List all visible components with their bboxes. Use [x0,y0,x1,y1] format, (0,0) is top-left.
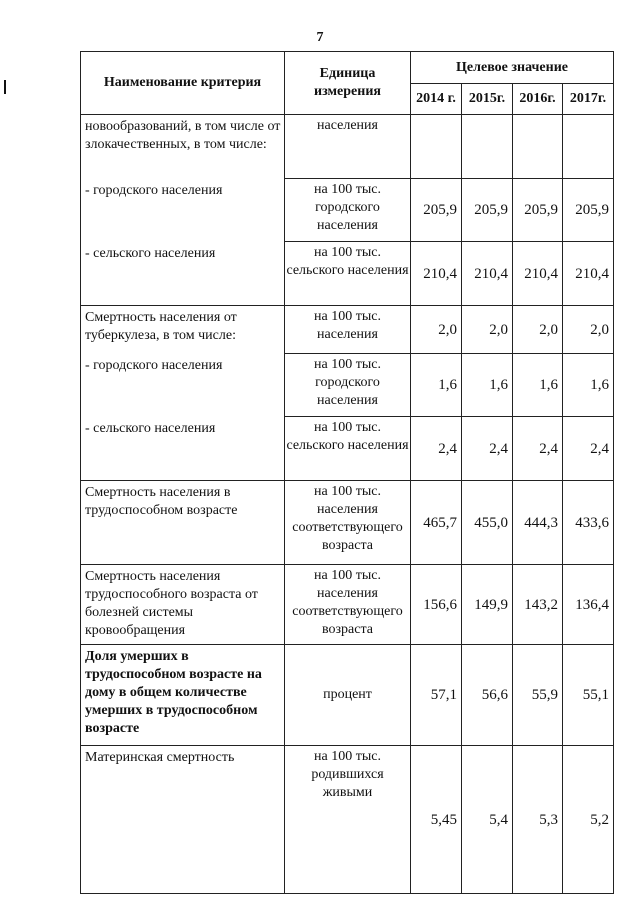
value-2016: 210,4 [513,242,563,306]
value-2014: 210,4 [411,242,462,306]
table-row [81,746,614,894]
criterion-name: - городского населения [81,354,285,417]
value-2016: 205,9 [513,179,563,242]
value-2015: 149,9 [462,565,513,645]
value-2014: 2,0 [411,306,462,354]
criterion-unit: на 100 тыс. населения соответствующего возраста [285,481,411,565]
value-2017: 2,4 [563,417,614,481]
criterion-name: - сельского населения [81,242,285,306]
criterion-name: - сельского населения [81,417,285,481]
criterion-unit: процент [285,645,411,746]
value-2014 [411,115,462,179]
criterion-unit: на 100 тыс. городского населения [285,179,411,242]
criterion-name: Доля умерших в трудоспособном возрасте на дому в общем количестве умерших в трудоспособном возрасте [81,645,285,746]
value-2017: 433,6 [563,481,614,565]
value-2015: 210,4 [462,242,513,306]
value-2017 [563,115,614,179]
criterion-name: Смертность населения трудоспособного возраста от болезней системы кровообращения [81,565,285,645]
table-row [81,354,614,417]
criterion-name: Смертность населения в трудоспособном возрасте [81,481,285,565]
value-2015: 1,6 [462,354,513,417]
value-2015: 2,0 [462,306,513,354]
header-unit: Единица измерения [285,52,411,115]
header-target: Целевое значение [411,52,614,84]
value-2017: 1,6 [563,354,614,417]
value-2016: 444,3 [513,481,563,565]
table-row [81,565,614,645]
criterion-name: Смертность населения от туберкулеза, в том числе: [81,306,285,354]
value-2016: 2,4 [513,417,563,481]
value-2017: 205,9 [563,179,614,242]
value-2014: 156,6 [411,565,462,645]
value-2017: 136,4 [563,565,614,645]
value-2016: 55,9 [513,645,563,746]
margin-mark [4,80,6,94]
table-row [81,417,614,481]
criterion-unit: на 100 тыс. сельского населения [285,417,411,481]
value-2014: 5,45 [411,746,462,894]
value-2016: 2,0 [513,306,563,354]
value-2016: 143,2 [513,565,563,645]
criterion-unit: на 100 тыс. городского населения [285,354,411,417]
header-criterion: Наименование критерия [81,52,285,115]
criterion-name: - городского населения [81,179,285,242]
criterion-name: Материнская смертность [81,746,285,894]
value-2017: 5,2 [563,746,614,894]
value-2015 [462,115,513,179]
value-2015: 205,9 [462,179,513,242]
value-2016 [513,115,563,179]
value-2016: 1,6 [513,354,563,417]
value-2017: 55,1 [563,645,614,746]
header-year-2015: 2015г. [462,84,513,115]
table-row [81,645,614,746]
table-row [81,306,614,354]
value-2016: 5,3 [513,746,563,894]
criteria-table [80,51,614,894]
criterion-unit: на 100 тыс. родившихся живыми [285,746,411,894]
table-row [81,115,614,179]
table-row [81,242,614,306]
value-2015: 2,4 [462,417,513,481]
value-2015: 5,4 [462,746,513,894]
value-2015: 455,0 [462,481,513,565]
value-2014: 465,7 [411,481,462,565]
value-2017: 2,0 [563,306,614,354]
table-row [81,179,614,242]
table-row [81,481,614,565]
criterion-unit: населения [285,115,411,179]
value-2014: 1,6 [411,354,462,417]
header-year-2014: 2014 г. [411,84,462,115]
header-year-2017: 2017г. [563,84,614,115]
header-year-2016: 2016г. [513,84,563,115]
criterion-unit: на 100 тыс. сельского населения [285,242,411,306]
criterion-unit: на 100 тыс. населения соответствующего возраста [285,565,411,645]
value-2014: 57,1 [411,645,462,746]
criterion-unit: на 100 тыс. населения [285,306,411,354]
value-2015: 56,6 [462,645,513,746]
value-2014: 205,9 [411,179,462,242]
value-2017: 210,4 [563,242,614,306]
value-2014: 2,4 [411,417,462,481]
page-number: 7 [316,30,324,45]
criterion-name: новообразований, в том числе от злокачественных, в том числе: [81,115,285,179]
